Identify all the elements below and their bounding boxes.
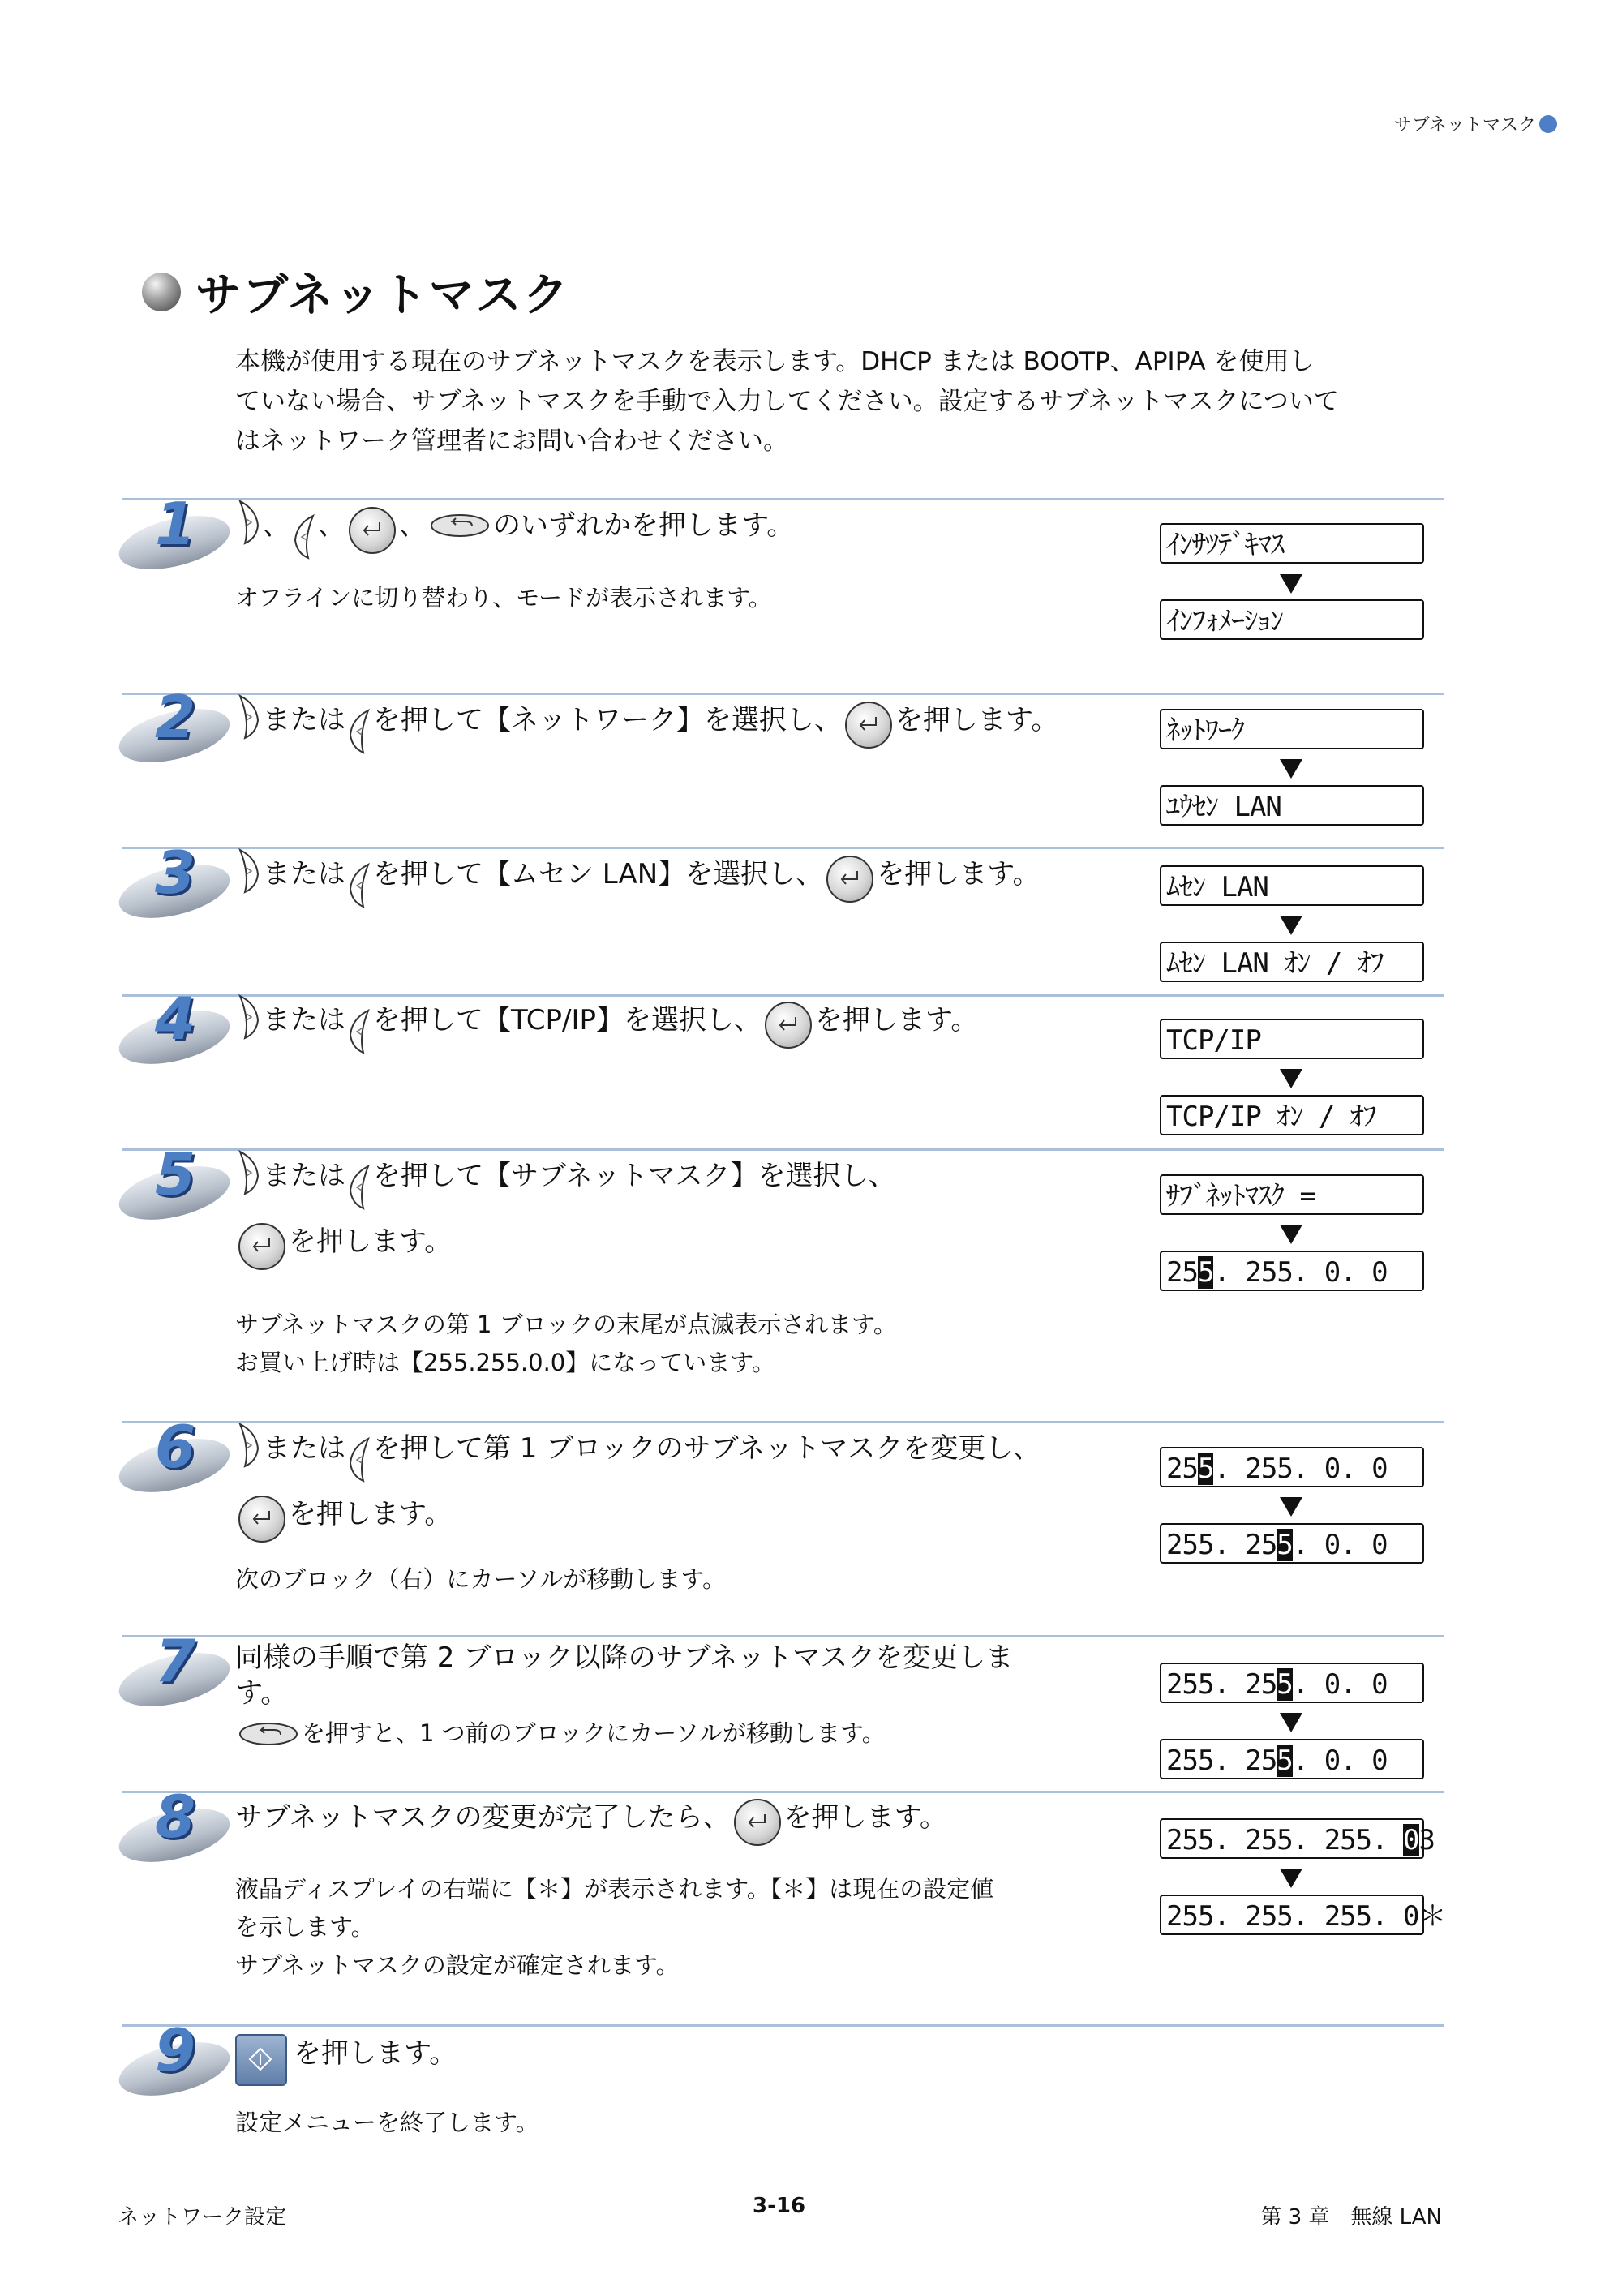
down-triangle-icon	[1280, 759, 1302, 779]
step-1-note	[235, 579, 772, 617]
lcd-cursor: 5	[1277, 1529, 1293, 1561]
step-badge	[118, 985, 239, 1062]
step-badge	[118, 490, 239, 568]
step-divider	[122, 847, 1444, 849]
up-arrow-key-icon	[237, 996, 261, 1045]
or-text: または	[263, 1004, 345, 1036]
step-badge	[118, 1140, 239, 1218]
page-title-text: サブネットマスク	[195, 269, 570, 322]
step-badge	[118, 839, 239, 916]
step-divider	[122, 498, 1444, 500]
page-number: 3-16	[753, 2194, 806, 2218]
note-line: 液晶ディスプレイの右端に【＊】が表示されます。【＊】は現在の設定値	[235, 1875, 994, 1903]
step-number: 1	[155, 490, 196, 558]
intro-line: ていない場合、サブネットマスクを手動で入力してください。設定するサブネットマスクについて	[235, 387, 1339, 416]
down-triangle-icon	[1280, 574, 1302, 594]
down-arrow-key-icon	[347, 1424, 371, 1473]
go-key-icon	[235, 2034, 287, 2086]
step-1-instruction	[235, 501, 794, 550]
lcd-cursor: 0	[1403, 1824, 1419, 1856]
intro-paragraph	[235, 342, 1452, 461]
lcd-text: 255. 25	[1166, 1529, 1277, 1561]
step-divider	[122, 1635, 1444, 1637]
up-arrow-key-icon	[237, 501, 261, 550]
down-arrow-key-icon	[347, 996, 371, 1045]
set-key-icon	[734, 1799, 781, 1846]
running-header-text: サブネットマスク	[1393, 115, 1536, 135]
step-5-note	[235, 1306, 897, 1382]
lcd-display: ｲﾝｻﾂﾃﾞｷﾏｽ	[1160, 523, 1424, 564]
note-line: お買い上げ時は【255.255.0.0】になっています。	[235, 1349, 775, 1376]
lcd-display: 255. 255. 255. 0＊	[1160, 1895, 1424, 1935]
instruction-text: を押して【ムセン LAN】を選択し、	[373, 858, 824, 891]
page-title	[142, 260, 570, 324]
bullet-icon	[1539, 115, 1557, 133]
note-line: を押すと、1 つ前のブロックにカーソルが移動します。	[302, 1719, 886, 1747]
separator: 、	[399, 509, 427, 542]
lcd-text: . 0. 0	[1292, 1745, 1388, 1777]
lcd-text: . 255. 0. 0	[1213, 1453, 1388, 1485]
set-key-icon	[845, 702, 892, 749]
lcd-text: 255. 25	[1166, 1745, 1277, 1777]
step-4-instruction	[235, 996, 978, 1045]
instruction-text: を押して【ネットワーク】を選択し、	[373, 704, 842, 736]
step-divider	[122, 1421, 1444, 1423]
instruction-text: す。	[235, 1677, 289, 1710]
step-number: 7	[155, 1627, 196, 1695]
lcd-display: ﾑｾﾝ LAN	[1160, 865, 1424, 906]
step-divider	[122, 1791, 1444, 1793]
note-line: サブネットマスクの設定が確定されます。	[235, 1951, 680, 1979]
step-badge	[118, 1413, 239, 1491]
set-key-icon	[238, 1496, 285, 1543]
lcd-cursor: 5	[1197, 1256, 1214, 1289]
lcd-display: ｲﾝﾌｫﾒｰｼｮﾝ	[1160, 599, 1424, 640]
sphere-bullet-icon	[142, 273, 181, 311]
step-2-instruction	[235, 696, 1058, 745]
down-triangle-icon	[1280, 1713, 1302, 1732]
lcd-text: 255. 25	[1166, 1668, 1277, 1701]
instruction-text: 同様の手順で第 2 ブロック以降のサブネットマスクを変更しま	[235, 1642, 1014, 1674]
back-key-icon	[430, 510, 490, 541]
step-number: 3	[155, 839, 196, 907]
step-number: 2	[155, 683, 196, 751]
instruction-text: を押します。	[895, 704, 1059, 736]
step-5-instruction	[235, 1152, 896, 1265]
or-text: または	[263, 1160, 345, 1192]
down-arrow-key-icon	[347, 850, 371, 899]
intro-line: はネットワーク管理者にお問い合わせください。	[235, 427, 788, 456]
down-arrow-key-icon	[292, 501, 316, 550]
step-number: 5	[155, 1140, 196, 1208]
lcd-display: ﾑｾﾝ LAN ｵﾝ / ｵﾌ	[1160, 942, 1424, 982]
step-number: 4	[155, 985, 196, 1053]
lcd-cursor: 5	[1277, 1745, 1293, 1777]
lcd-text: . 0. 0	[1292, 1668, 1388, 1701]
note-line: サブネットマスクの第 1 ブロックの末尾が点滅表示されます。	[235, 1311, 897, 1338]
instruction-text: を押します。	[877, 858, 1041, 891]
up-arrow-key-icon	[237, 696, 261, 745]
step-badge	[118, 683, 239, 761]
instruction-text: のいずれかを押します。	[493, 509, 795, 542]
or-text: または	[263, 1432, 345, 1465]
step-divider	[122, 1148, 1444, 1151]
running-header	[1394, 111, 1557, 136]
step-6-instruction	[235, 1424, 1041, 1538]
lcd-text: 25	[1166, 1453, 1198, 1485]
lcd-cursor: 5	[1197, 1453, 1214, 1485]
footer-section: ネットワーク設定	[118, 2205, 287, 2229]
up-arrow-key-icon	[237, 1152, 261, 1200]
step-9-note	[235, 2104, 539, 2142]
instruction-text: を押します。	[289, 1225, 453, 1258]
back-key-icon	[238, 1719, 298, 1749]
instruction-text: サブネットマスクの変更が完了したら、	[235, 1801, 731, 1834]
intro-line: 本機が使用する現在のサブネットマスクを表示します。DHCP または BOOTP、APIPA を使用し	[235, 347, 1315, 376]
lcd-display: ﾈｯﾄﾜｰｸ	[1160, 709, 1424, 749]
separator: 、	[318, 509, 345, 542]
lcd-text: 3	[1418, 1824, 1435, 1856]
instruction-text: を押します。	[294, 2037, 457, 2070]
step-9-instruction	[235, 2028, 457, 2079]
lcd-display: ﾕｳｾﾝ LAN	[1160, 785, 1424, 826]
lcd-text: 255. 255. 255.	[1166, 1824, 1404, 1856]
step-badge	[118, 1627, 239, 1705]
instruction-text: を押して【TCP/IP】を選択し、	[373, 1004, 762, 1036]
step-badge	[118, 1783, 239, 1860]
lcd-display: TCP/IP	[1160, 1019, 1424, 1059]
instruction-text: を押します。	[289, 1498, 453, 1530]
note-line: を示します。	[235, 1913, 375, 1941]
lcd-display: ｻﾌﾞﾈｯﾄﾏｽｸ =	[1160, 1174, 1424, 1215]
up-arrow-key-icon	[237, 1424, 261, 1473]
down-arrow-key-icon	[347, 696, 371, 745]
set-key-icon	[238, 1223, 285, 1270]
lcd-display	[1160, 1523, 1424, 1564]
set-key-icon	[826, 856, 873, 903]
down-triangle-icon	[1280, 1225, 1302, 1244]
instruction-text: を押して【サブネットマスク】を選択し、	[373, 1160, 896, 1192]
step-number: 9	[155, 2016, 196, 2084]
step-number: 8	[155, 1783, 196, 1851]
lcd-display	[1160, 1739, 1424, 1779]
instruction-text: を押します。	[783, 1801, 947, 1834]
lcd-text: . 255. 0. 0	[1213, 1256, 1388, 1289]
down-triangle-icon	[1280, 1869, 1302, 1888]
down-triangle-icon	[1280, 1497, 1302, 1517]
step-6-note	[235, 1560, 726, 1599]
set-key-icon	[765, 1002, 812, 1049]
step-number: 6	[155, 1413, 196, 1481]
lcd-display: TCP/IP ｵﾝ / ｵﾌ	[1160, 1095, 1424, 1135]
note-line: 設定メニューを終了します。	[235, 2109, 539, 2136]
step-7-instruction	[235, 1640, 1013, 1711]
down-triangle-icon	[1280, 916, 1302, 935]
step-divider	[122, 2024, 1444, 2027]
down-arrow-key-icon	[347, 1152, 371, 1200]
step-8-note	[235, 1870, 993, 1985]
separator: 、	[263, 509, 290, 542]
lcd-text: . 0. 0	[1292, 1529, 1388, 1561]
up-arrow-key-icon	[237, 850, 261, 899]
lcd-display	[1160, 1663, 1424, 1703]
or-text: または	[263, 704, 345, 736]
lcd-text: 25	[1166, 1256, 1198, 1289]
step-7-note	[235, 1714, 886, 1753]
down-triangle-icon	[1280, 1069, 1302, 1088]
instruction-text: を押します。	[815, 1004, 979, 1036]
or-text: または	[263, 858, 345, 891]
note-line: 次のブロック（右）にカーソルが移動します。	[235, 1565, 726, 1593]
lcd-display	[1160, 1818, 1435, 1859]
footer-chapter: 第 3 章 無線 LAN	[1260, 2205, 1442, 2229]
step-badge	[118, 2016, 239, 2094]
step-divider	[122, 693, 1444, 695]
lcd-cursor: 5	[1277, 1668, 1293, 1701]
set-key-icon	[349, 507, 396, 554]
step-8-instruction	[235, 1794, 947, 1841]
note-line: オフラインに切り替わり、モードが表示されます。	[235, 584, 772, 612]
lcd-display	[1160, 1251, 1424, 1291]
lcd-display	[1160, 1447, 1424, 1487]
step-3-instruction	[235, 850, 1041, 899]
instruction-text: を押して第 1 ブロックのサブネットマスクを変更し、	[373, 1432, 1041, 1465]
